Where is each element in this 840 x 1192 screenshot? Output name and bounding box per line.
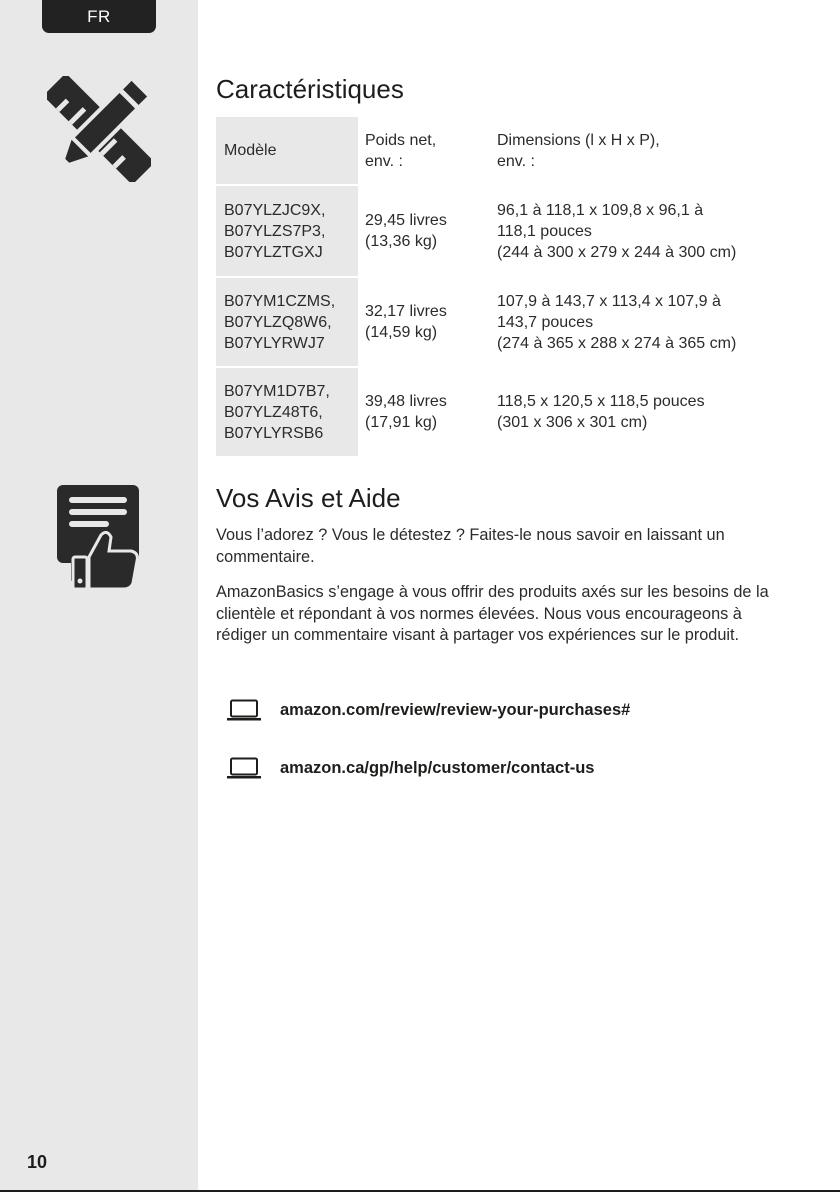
feedback-title: Vos Avis et Aide xyxy=(216,483,401,513)
dimensions-cell: 107,9 à 143,7 x 113,4 x 107,9 à 143,7 pouces (274 à 365 x 288 x 274 à 365 cm) xyxy=(497,292,737,352)
laptop-icon xyxy=(226,699,262,721)
table-row xyxy=(216,185,777,277)
pencil-ruler-icon xyxy=(47,76,151,182)
language-tab-label: FR xyxy=(87,6,111,26)
header-weight: Poids net, env. : xyxy=(365,132,437,170)
header-dimensions: Dimensions (l x H x P), env. : xyxy=(497,132,660,170)
language-tab xyxy=(42,0,156,33)
page-number: 10 xyxy=(27,1152,48,1172)
dimensions-cell: 96,1 à 118,1 x 109,8 x 96,1 à 118,1 pouces (244 à 300 x 279 x 244 à 300 cm) xyxy=(497,201,737,261)
laptop-icon xyxy=(226,757,262,779)
review-link[interactable]: amazon.com/review/review-your-purchases# xyxy=(280,700,631,719)
feedback-body-text: AmazonBasics s’engage à vous offrir des produits axés sur les besoins de la clientèle et répondant à vos normes élevées. Nous vous encourageons à rédiger un commentaire visant à partager vos expériences sur le produit. xyxy=(216,583,769,644)
specs-title: Caractéristiques xyxy=(216,74,404,104)
weight-cell: 39,48 livres (17,91 kg) xyxy=(365,393,447,431)
model-cell: B07YLZJC9X, B07YLZS7P3, B07YLZTGXJ xyxy=(216,185,358,277)
review-link-row[interactable] xyxy=(226,698,630,722)
specs-table xyxy=(216,117,777,458)
weight-cell: 32,17 livres (14,59 kg) xyxy=(365,303,447,341)
weight-cell: 29,45 livres (13,36 kg) xyxy=(365,212,447,250)
feedback-thumbs-up-icon xyxy=(57,485,139,591)
model-cell: B07YM1CZMS, B07YLZQ8W6, B07YLYRWJ7 xyxy=(216,277,358,367)
model-cell: B07YM1D7B7, B07YLZ48T6, B07YLYRSB6 xyxy=(216,367,358,457)
header-model: Modèle xyxy=(216,117,358,185)
table-header-row xyxy=(216,117,777,185)
feedback-intro-text: Vous l’adorez ? Vous le détestez ? Faites-le nous savoir en laissant un commentaire. xyxy=(216,526,725,566)
table-row xyxy=(216,367,777,457)
contact-link[interactable]: amazon.ca/gp/help/customer/contact-us xyxy=(280,758,595,777)
table-row xyxy=(216,277,777,367)
contact-link-row[interactable] xyxy=(226,756,594,780)
dimensions-cell: 118,5 x 120,5 x 118,5 pouces (301 x 306 x 301 cm) xyxy=(497,393,705,431)
